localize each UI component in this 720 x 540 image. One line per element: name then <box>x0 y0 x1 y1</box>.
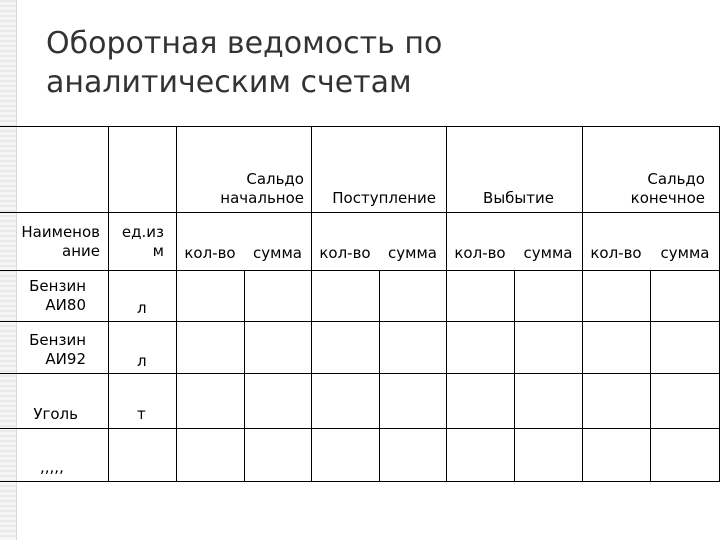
row-3-unit: т <box>137 405 146 423</box>
slide-title <box>46 24 666 102</box>
table-col-line-7 <box>514 270 515 482</box>
table-col-line-1 <box>108 126 109 482</box>
subheader-qty-disposals: кол-во <box>454 244 506 262</box>
row-3-name: Уголь <box>33 405 78 423</box>
subheader-qty-receipts: кол-во <box>319 244 371 262</box>
row-4-name: ,,,,, <box>40 458 64 476</box>
row-1-name: Бензин АИ80 <box>29 277 86 314</box>
table-col-line-9 <box>650 270 651 482</box>
slide-title-line2: аналитическим счетам <box>46 65 412 100</box>
subheader-sum-receipts: сумма <box>388 244 437 262</box>
table-col-line-6 <box>446 126 447 482</box>
header-disposals: Выбытие <box>483 189 554 207</box>
slide-title-line1: Оборотная ведомость по <box>46 26 443 61</box>
header-unit: ед.из м <box>121 223 164 260</box>
header-opening-balance: Сальдо начальное <box>220 170 304 207</box>
subheader-sum-disposals: сумма <box>523 244 573 262</box>
table-col-line-5 <box>379 270 380 482</box>
subheader-sum-closing: сумма <box>660 244 710 262</box>
subheader-qty-opening: кол-во <box>184 244 236 262</box>
row-2-name: Бензин АИ92 <box>29 331 86 368</box>
row-2-unit: л <box>137 352 147 370</box>
row-1-unit: л <box>137 299 147 317</box>
table-col-line-3 <box>244 270 245 482</box>
header-item-name: Наименов ание <box>21 223 100 260</box>
header-receipts: Поступление <box>332 189 436 207</box>
header-closing-balance: Сальдо конечное <box>630 170 705 207</box>
table-col-line-4 <box>311 126 312 482</box>
subheader-sum-opening: сумма <box>253 244 302 262</box>
subheader-qty-closing: кол-во <box>590 244 642 262</box>
